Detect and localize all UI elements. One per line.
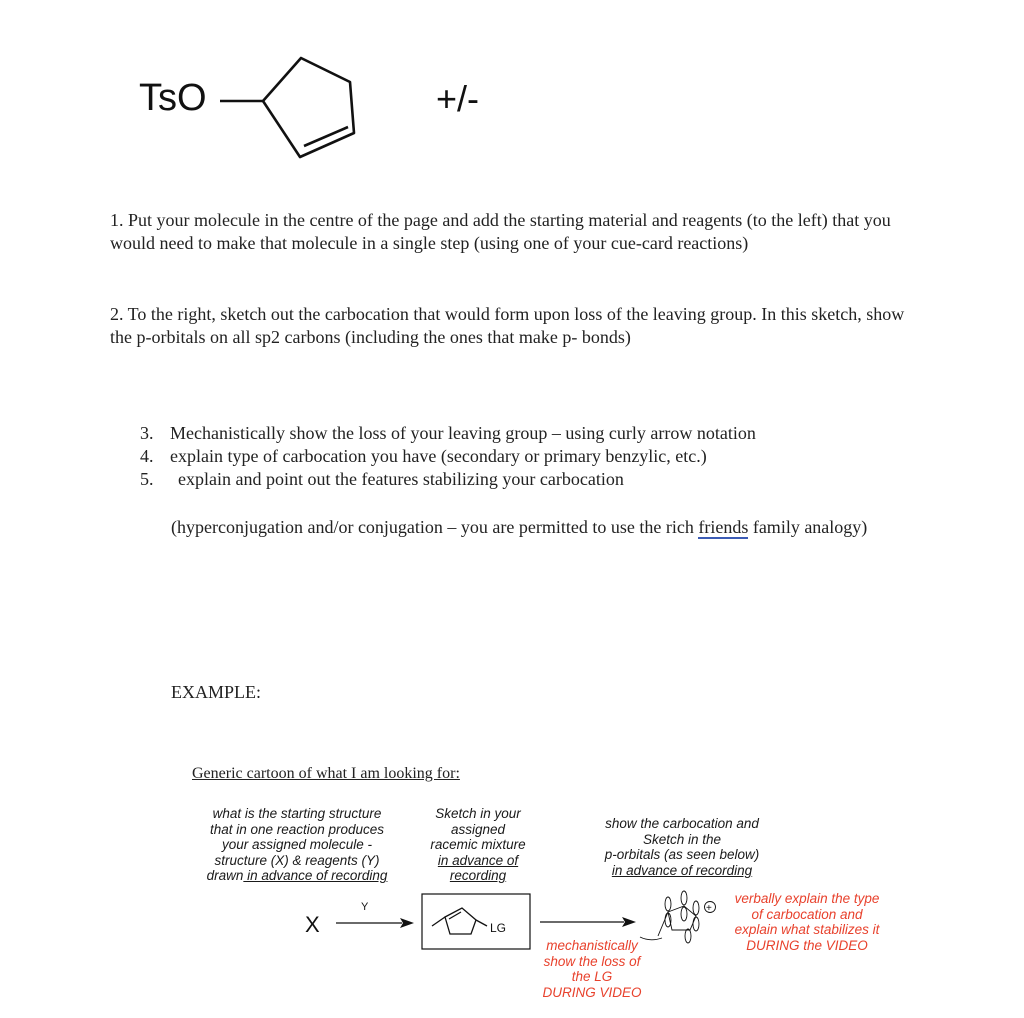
- instruction-2: 2. To the right, sketch out the carbocation that would form upon loss of the leaving group. In this sketch, show the p-orbitals on all sp2 carbons (including the ones that make p- bonds): [110, 304, 905, 347]
- caption-starting-structure: what is the starting structure that in one reaction produces your assigned molecule - structure (X) & reagents (Y) drawn in advance of recording: [206, 806, 388, 883]
- example-heading: EXAMPLE:: [171, 682, 261, 702]
- friends-link[interactable]: friends: [698, 517, 749, 537]
- instruction-1: 1. Put your molecule in the centre of the page and add the starting material and reagents (to the left) that you would need to make that molecule in a single step (using one of your cue-card reactions): [110, 210, 891, 253]
- positive-charge-label: +: [706, 903, 712, 914]
- analogy-note: (hyperconjugation and/or conjugation – you are permitted to use the rich friends family analogy): [171, 517, 868, 537]
- list-item: 4. explain type of carbocation you have (secondary or primary benzylic, etc.): [140, 446, 707, 466]
- list-item: 3. Mechanistically show the loss of your leaving group – using curly arrow notation: [140, 423, 756, 443]
- verbal-note: verbally explain the type of carbocation and explain what stabilizes it DURING the VIDEO: [734, 891, 880, 953]
- reaction-arrow-2: [540, 917, 636, 927]
- reaction-arrow-1: [336, 918, 414, 928]
- caption-assigned-molecule: Sketch in your assigned racemic mixture in advance of recording: [430, 806, 526, 883]
- caption-carbocation: show the carbocation and Sketch in the p-orbitals (as seen below) in advance of recording: [604, 816, 760, 878]
- carbocation-sketch: [658, 891, 716, 943]
- reagent-y-label: Y: [361, 901, 369, 913]
- leaving-group-label: LG: [490, 921, 507, 935]
- product-structure: [432, 908, 487, 934]
- example-subheading: Generic cartoon of what I am looking for:: [192, 765, 460, 782]
- mechanism-note: mechanistically show the loss of the LG DURING VIDEO: [542, 938, 642, 1000]
- reactant-x-label: X: [305, 912, 320, 937]
- stereo-label: +/-: [436, 78, 480, 119]
- tosylate-label: TsO: [139, 77, 207, 119]
- list-item: 5. explain and point out the features stabilizing your carbocation: [140, 469, 624, 489]
